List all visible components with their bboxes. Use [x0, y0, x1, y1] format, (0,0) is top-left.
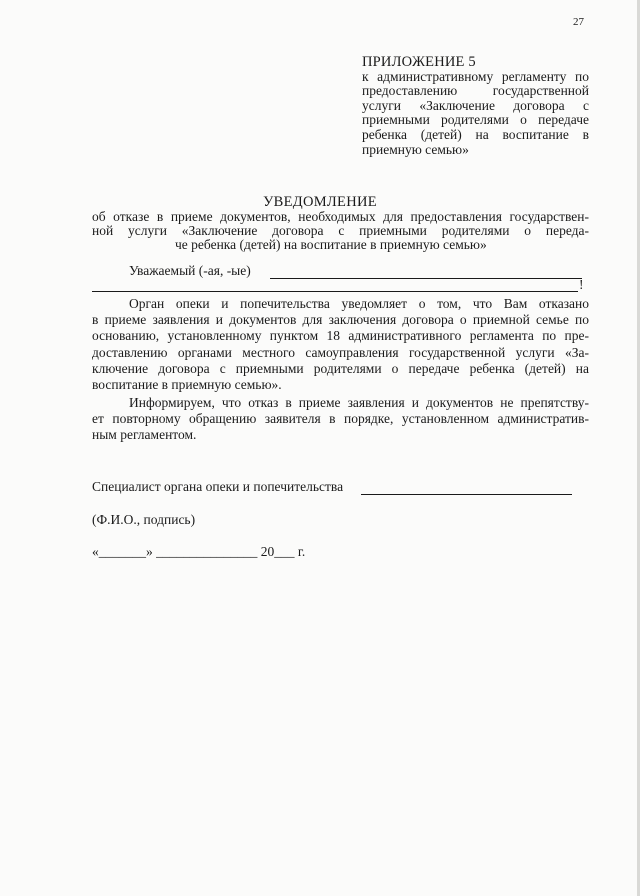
paragraph-line: ным регламентом.: [92, 427, 197, 443]
appendix-title: ПРИЛОЖЕНИЕ 5: [362, 54, 476, 70]
notice-subtitle-line: ной услуги «Заключение договора с приемными родителями о переда-: [92, 223, 589, 238]
date-line: «_______» _______________ 20___ г.: [92, 544, 306, 559]
appendix-line: услуги «Заключение договора с: [362, 97, 589, 113]
paragraph-line: ет повторному обращению заявителя в порядке, установленном административ-: [92, 411, 589, 427]
greeting-exclamation: !: [579, 277, 584, 292]
page-number: 27: [573, 16, 584, 28]
appendix-line: к административному регламенту по: [362, 68, 589, 84]
paragraph-line: ключение договора с приемными родителями о передаче ребенка (детей) на: [92, 360, 589, 376]
paragraph-line: Орган опеки и попечительства уведомляет о том, что Вам отказано: [129, 296, 589, 311]
notice-subtitle-line: че ребенка (детей) на воспитание в приемную семью»: [175, 237, 487, 252]
appendix-line: предоставлению государственной: [362, 83, 589, 99]
paragraph-line: доставлению органами местного самоуправления государственной услуги «За-: [92, 344, 589, 360]
specialist-label: Специалист органа опеки и попечительства: [92, 479, 344, 494]
paragraph-line: воспитание в приемную семью».: [92, 377, 282, 393]
refusal-paragraph: [92, 296, 589, 393]
specialist-signature-line: [361, 494, 572, 495]
paragraph-line: основанию, установленному пунктом 18 административного регламента по пре-: [92, 328, 589, 344]
notice-subtitle-line: об отказе в приеме документов, необходимых для предоставления государствен-: [92, 209, 589, 224]
recipient-name-line-2: [92, 291, 578, 292]
notice-title: УВЕДОМЛЕНИЕ: [263, 194, 377, 210]
greeting-label: Уважаемый (-ая, -ые): [129, 263, 251, 278]
paragraph-line: Информируем, что отказ в приеме заявления и документов не препятству-: [129, 395, 589, 410]
appendix-block: [362, 55, 589, 157]
recipient-name-line: [270, 278, 582, 279]
appendix-line: приемными родителями о передаче: [362, 112, 589, 128]
information-paragraph: [92, 395, 589, 444]
appendix-line: приемную семью»: [362, 141, 469, 157]
fio-signature-label: (Ф.И.О., подпись): [92, 512, 196, 527]
paragraph-line: в приеме заявления и документов для заключения договора о приемной семье по: [92, 312, 589, 328]
appendix-line: ребенка (детей) на воспитание в: [362, 126, 589, 142]
